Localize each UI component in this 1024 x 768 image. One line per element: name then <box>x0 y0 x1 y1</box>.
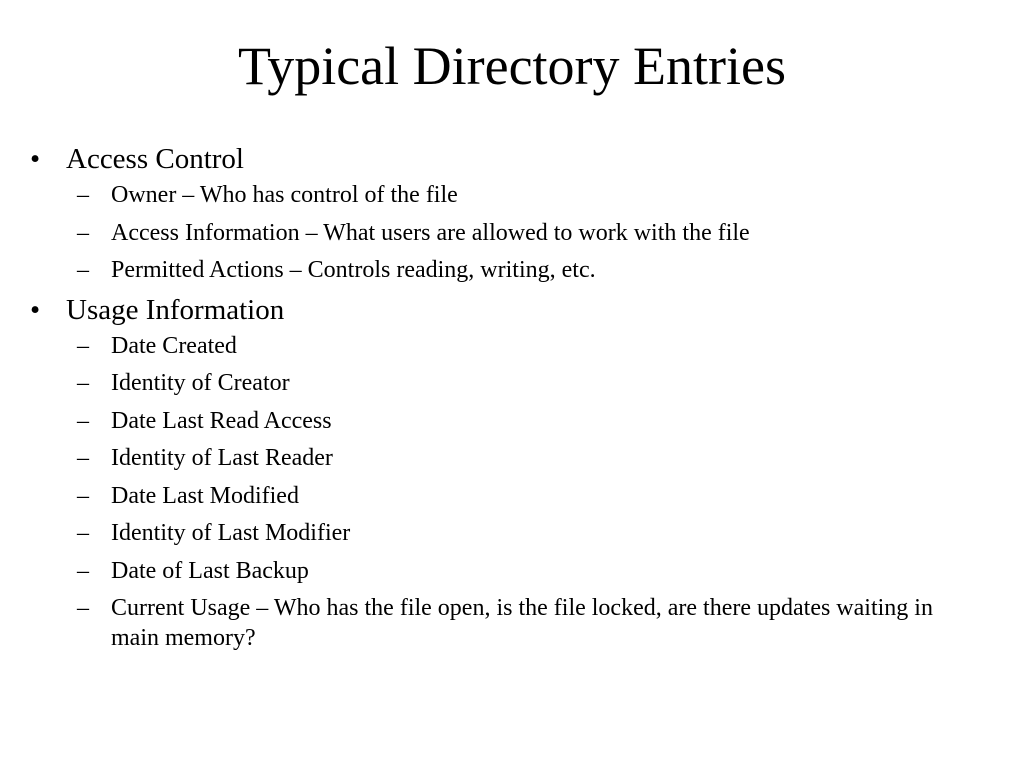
sub-bullet-text: Current Usage – Who has the file open, is the file locked, are there updates waiting in main memory? <box>111 595 933 651</box>
sub-bullet-text: Date Created <box>111 332 237 359</box>
sub-bullet <box>0 443 1024 473</box>
bullet-text: Usage Information <box>66 293 285 326</box>
slide-body <box>0 142 1024 661</box>
sub-bullet-text: Date Last Modified <box>111 482 299 509</box>
sub-bullet-text: Access Information – What users are allowed to work with the file <box>111 219 750 246</box>
dash-icon: – <box>77 370 89 396</box>
sub-bullet-text: Date of Last Backup <box>111 557 309 584</box>
slide-title: Typical Directory Entries <box>237 36 786 96</box>
bullet-text: Access Control <box>66 143 244 175</box>
sub-bullet-text: Identity of Last Modifier <box>111 520 351 546</box>
sub-bullet <box>0 556 1024 586</box>
bullet-icon: • <box>30 143 41 175</box>
sub-bullet-text: Permitted Actions – Controls reading, writing, etc. <box>111 257 596 283</box>
dash-icon: – <box>77 595 89 621</box>
sub-bullet-text: Identity of Creator <box>111 370 290 396</box>
dash-icon: – <box>77 219 89 246</box>
sub-bullet-text: Date Last Read Access <box>111 407 332 434</box>
dash-icon: – <box>77 332 89 359</box>
sub-bullet <box>0 406 1024 436</box>
sub-bullet-text: Identity of Last Reader <box>111 445 333 471</box>
sub-bullet <box>0 593 1024 653</box>
dash-icon: – <box>77 407 89 434</box>
dash-icon: – <box>77 520 89 546</box>
sub-bullet <box>0 368 1024 398</box>
dash-icon: – <box>77 557 89 584</box>
sub-bullet <box>0 218 1024 248</box>
dash-icon: – <box>77 482 89 509</box>
dash-icon: – <box>77 257 89 283</box>
sub-bullet <box>0 518 1024 548</box>
bullet-access-control <box>0 142 1024 176</box>
sub-bullet <box>0 180 1024 210</box>
bullet-icon: • <box>30 293 41 326</box>
sub-bullet <box>0 481 1024 511</box>
sub-bullet-text: Owner – Who has control of the file <box>111 182 458 208</box>
bullet-usage-information <box>0 293 1024 327</box>
sub-bullet <box>0 255 1024 285</box>
sub-bullet <box>0 331 1024 361</box>
dash-icon: – <box>77 182 89 208</box>
dash-icon: – <box>77 445 89 471</box>
